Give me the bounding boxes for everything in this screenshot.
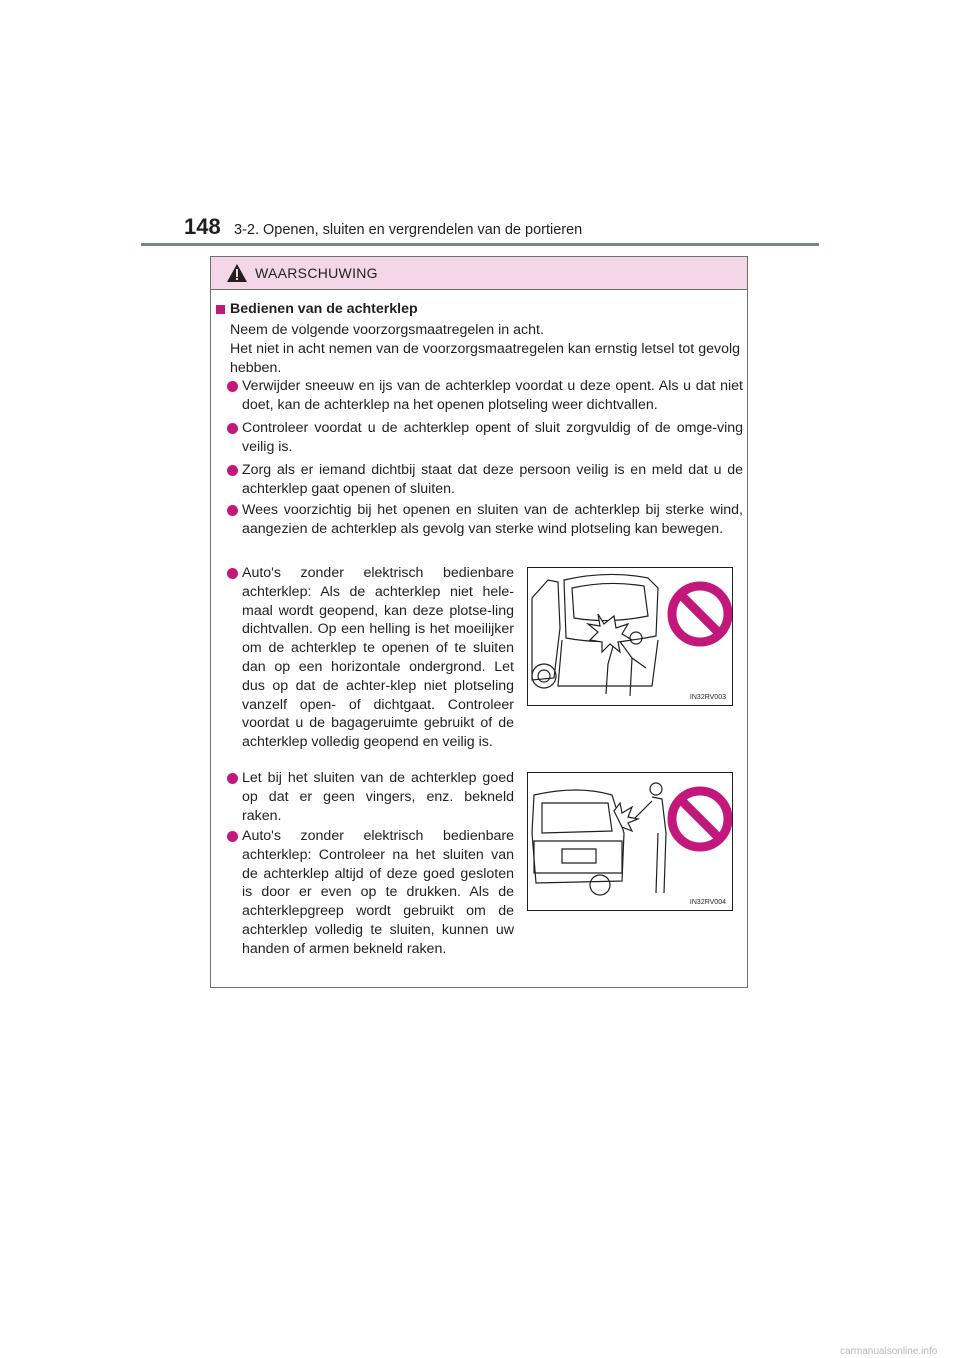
bullet-icon (227, 505, 238, 516)
bullet-text: Controleer voordat u de achterklep opent of sluit zorgvuldig of de omge-ving veilig is. (242, 420, 743, 455)
warning-heading: Bedienen van de achterklep (230, 301, 418, 317)
bullet-text: Verwijder sneeuw en ijs van de achterklep voordat u deze opent. Als u dat niet doet, kan de achterklep na het openen plotseling weer dichtvallen. (242, 378, 743, 413)
bullet-icon (227, 465, 238, 476)
bullet-text: Zorg als er iemand dichtbij staat dat deze persoon veilig is en meld dat u de achterklep gaat openen of sluiten. (242, 462, 743, 497)
section-bullet-icon (216, 305, 225, 314)
bullet-icon (227, 568, 238, 579)
figure-open-tailgate (527, 567, 733, 706)
figure-code: IN32RV003 (689, 694, 726, 701)
intro-line-1: Neem de volgende voorzorgsmaatregelen in acht. (230, 322, 544, 338)
figure-code: IN32RV004 (689, 899, 726, 906)
prohibition-icon (672, 586, 728, 642)
bullet-icon (227, 773, 238, 784)
bullet-text: Wees voorzichtig bij het openen en sluiten van de achterklep bij sterke wind, aangezien de achterklep als gevolg van sterke wind plotseling kan bewegen. (242, 502, 743, 537)
warning-triangle-icon (227, 264, 247, 282)
footer-watermark: carmanualsonline.info (840, 1346, 938, 1357)
tailgate-falling-illustration (528, 568, 732, 705)
header-rule (141, 243, 819, 246)
section-title: 3-2. Openen, sluiten en vergrendelen van de portieren (234, 222, 583, 238)
intro-line-2: Het niet in acht nemen van de voorzorgsmaatregelen kan ernstig letsel tot gevolg hebben. (230, 341, 740, 376)
figure-closing-tailgate (527, 772, 733, 911)
bullet-text: Let bij het sluiten van de achterklep goed op dat er geen vingers, enz. bekneld raken. (242, 770, 514, 824)
page-number: 148 (184, 214, 221, 239)
bullet-icon (227, 831, 238, 842)
bullet-icon (227, 381, 238, 392)
warning-header (211, 257, 747, 290)
prohibition-icon (672, 791, 728, 847)
bullet-text: Auto's zonder elektrisch bedienbare achterklep: Als de achterklep niet hele-maal wordt geopend, kan deze plotse-ling dichtvallen. Op een helling is het moeilijker om de achterklep te openen of te sluiten dan op een horizontale ondergrond. Let dus op dat de achter-klep niet plotseling vanzelf open- of dichtgaat. Controleer voordat u de bagageruimte gebruikt of de achterklep volledig geopend en veilig is. (242, 565, 514, 751)
bullet-icon (227, 423, 238, 434)
warning-label: WAARSCHUWING (255, 265, 378, 281)
bullet-text: Auto's zonder elektrisch bedienbare achterklep: Controleer na het sluiten van de achterklep altijd of deze goed gesloten is door er even op te drukken. Als de achterklepgreep wordt gebruikt om de achterklep volledig te sluiten, kunnen uw handen of armen bekneld raken. (242, 828, 514, 957)
tailgate-closing-illustration (528, 773, 732, 910)
